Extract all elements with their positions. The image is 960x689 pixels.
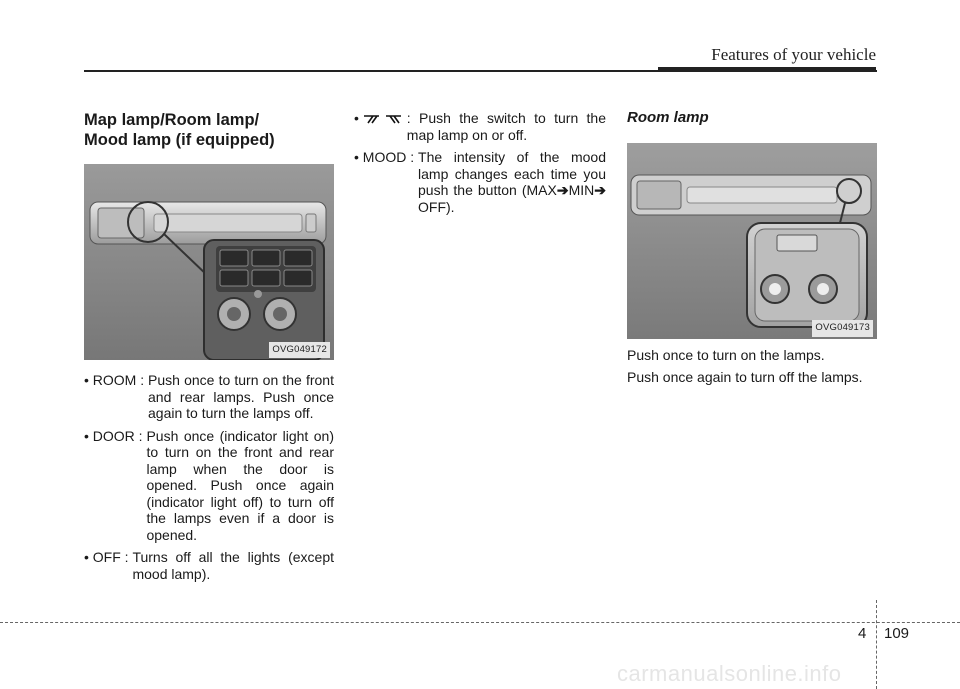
desc-room: Push once to turn on the front and rear lamps. Push once again to turn the lamps off. — [148, 372, 334, 421]
term-mood: • MOOD : — [354, 149, 419, 165]
room-lamp-para1: Push once to turn on the lamps. — [627, 346, 825, 363]
room-lamp-para2: Push once again to turn off the lamps. — [627, 369, 863, 385]
definition-list — [84, 372, 334, 582]
desc-off: Turns off all the lights (except mood lamp). — [132, 549, 334, 582]
seq-off: OFF). — [418, 198, 455, 215]
watermark: carmanualsonline.info — [617, 661, 842, 686]
desc-mood-text: The intensity of the mood lamp changes each time you push the button — [418, 149, 606, 198]
desc-door: Push once (indicator light on) to turn on the front and rear lamp when the door is opened. Push once again (indicator light off) to turn off the lamps even if a door is opened. — [146, 427, 334, 543]
term-off: • OFF : — [84, 549, 133, 565]
footer-divider — [876, 600, 877, 689]
desc-mood — [418, 149, 606, 215]
section-title-line2: Mood lamp (if equipped) — [84, 131, 275, 149]
right-column — [627, 110, 879, 392]
definition-room — [84, 372, 334, 422]
term-bullet: • — [354, 110, 363, 126]
map-lamp-illustration — [84, 164, 334, 360]
definition-map-lamp — [354, 110, 606, 143]
term-door: • DOOR : — [84, 427, 147, 444]
desc-map-lamp: : Push the switch to turn the map lamp on or off. — [406, 110, 606, 143]
figure-code: OVG049172 — [269, 342, 330, 359]
footer-rule — [0, 622, 960, 623]
map-lamp-figure — [84, 164, 334, 360]
map-lamp-left-icon — [363, 112, 381, 124]
definition-door — [84, 428, 334, 544]
definition-off — [84, 549, 334, 582]
middle-column — [354, 110, 606, 221]
section-title — [84, 110, 334, 150]
chapter-number: 4 — [858, 625, 867, 642]
term-room: • ROOM : — [84, 372, 149, 388]
definition-mood — [354, 149, 606, 215]
header-rule-accent — [658, 67, 876, 72]
arrow-right-icon: ➔ — [594, 182, 606, 198]
map-lamp-right-icon — [385, 112, 403, 124]
page-number: 109 — [884, 625, 910, 642]
room-lamp-figure — [627, 143, 877, 339]
figure-code: OVG049173 — [812, 320, 873, 337]
page-header-title: Features of your vehicle — [711, 45, 876, 64]
room-lamp-title: Room lamp — [627, 109, 709, 126]
room-lamp-illustration — [627, 143, 877, 339]
section-title-line1: Map lamp/Room lamp/ — [84, 111, 260, 129]
left-column — [84, 110, 334, 588]
arrow-right-icon: ➔ — [556, 182, 569, 198]
seq-max: (MAX — [521, 182, 557, 198]
room-lamp-body — [627, 347, 879, 386]
seq-min: MIN — [568, 182, 595, 198]
